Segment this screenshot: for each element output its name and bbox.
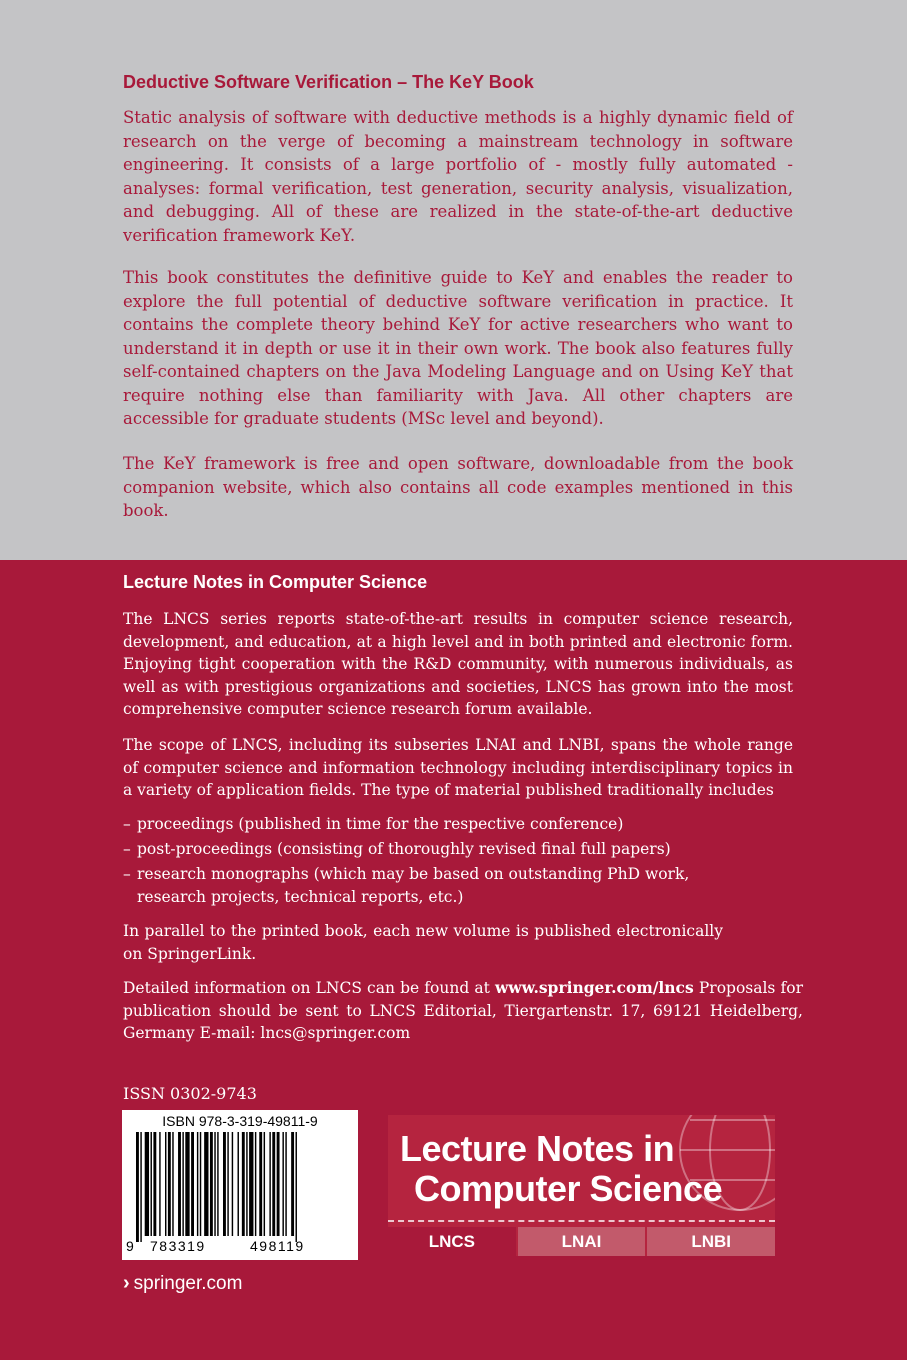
book-title-heading: Deductive Software Verification – The KeY Book — [123, 72, 534, 92]
description-paragraph-1: Static analysis of software with deductive methods is a highly dynamic field of research on the verge of becoming a mainstream technology in software engineering. It consists of a large portfolio of - mostly fully automated - analyses: formal verification, test generation, security analysis, visualization, and debugging. All of these are realized in the state-of-the-art deductive verification framework KeY. — [123, 108, 793, 245]
barcode-bars — [136, 1132, 344, 1242]
springer-label: springer.com — [133, 1272, 243, 1294]
barcode-bar — [168, 1132, 171, 1236]
barcode-bar — [217, 1132, 218, 1236]
barcode-bar — [285, 1132, 286, 1236]
barcode-bar — [269, 1132, 270, 1236]
barcode-bar — [232, 1132, 233, 1236]
barcode-bar — [204, 1132, 208, 1236]
barcode-bar — [282, 1132, 283, 1236]
barcode-bar — [153, 1132, 156, 1236]
chevron-right-icon: › — [123, 1272, 130, 1294]
barcode-bar — [277, 1132, 280, 1236]
barcode-bar — [151, 1132, 152, 1236]
logo-line-1: Lecture Notes in — [400, 1128, 675, 1169]
barcode-bar — [259, 1132, 262, 1236]
barcode-bar — [214, 1132, 215, 1236]
description-paragraph-3: The KeY framework is free and open software, downloadable from the book companion website, which also contains all code examples mentioned in this book. — [123, 454, 793, 520]
series-paragraph-3: In parallel to the printed book, each new volume is published electronically on SpringerLink. — [123, 922, 723, 963]
logo-tab-lnai: LNAI — [518, 1227, 646, 1256]
barcode-bar — [255, 1132, 256, 1236]
barcode-bar — [264, 1132, 265, 1236]
barcode-bar — [172, 1132, 173, 1236]
barcode-bar — [223, 1132, 226, 1236]
barcode-bar — [227, 1132, 228, 1236]
logo-divider — [388, 1220, 775, 1222]
logo-tab-lnbi: LNBI — [647, 1227, 775, 1256]
list-item: – research monographs (which may be based on outstanding PhD work, research projects, technical reports, etc.) — [123, 865, 690, 906]
lncs-link[interactable]: www.springer.com/lncs — [494, 978, 694, 997]
barcode-bar — [210, 1132, 213, 1236]
barcode-bar — [246, 1132, 247, 1236]
barcode-bar — [178, 1132, 181, 1236]
springer-link[interactable] — [123, 1272, 242, 1295]
ean-digits: 9 783319 498119 — [126, 1238, 305, 1254]
series-paragraph-1: The LNCS series reports state-of-the-art results in computer science research, development, and education, at a high level and in both printed and electronic form. Enjoying tight cooperation with the R&D community, with numerous individuals, as well as with prestigious organizations and societies, LNCS has grown into the most comprehensive computer science research forum available. — [123, 610, 793, 718]
barcode-bar — [191, 1132, 194, 1236]
barcode-bar — [182, 1132, 183, 1236]
barcode-bar — [238, 1132, 239, 1236]
lncs-series-logo — [388, 1115, 775, 1256]
barcode-bar — [291, 1132, 294, 1236]
list-item: – post-proceedings (consisting of thoroughly revised final full papers) — [123, 840, 671, 858]
series-paragraph-2: The scope of LNCS, including its subseries LNAI and LNBI, spans the whole range of computer science and information technology including interdisciplinary topics in a variety of application fields. The type of material published traditionally includes — [123, 736, 793, 799]
barcode-bar — [197, 1132, 198, 1236]
series-paragraph-4: Detailed information on LNCS can be found at www.springer.com/lncs Proposals for publication should be sent to LNCS Editorial, Tiergartenstr. 17, 69121 Heidelberg, Germany E-mail: lncs@springer.com — [123, 978, 803, 1042]
barcode-bar — [140, 1132, 141, 1242]
barcode-bar — [296, 1132, 297, 1242]
logo-tabs — [388, 1227, 775, 1256]
logo-line-2: Computer Science — [414, 1168, 723, 1209]
barcode-bar — [159, 1132, 160, 1236]
barcode-bar — [249, 1132, 253, 1236]
issn-label: ISSN 0302-9743 — [123, 1084, 257, 1103]
description-paragraph-2: This book constitutes the definitive guide to KeY and enables the reader to explore the full potential of deductive software verification in practice. It contains the complete theory behind KeY for active researchers who want to understand it in depth or use it in their own work. The book also features fully self-contained chapters on the Java Modeling Language and on Using KeY that require nothing else than familiarity with Java. All other chapters are accessible for graduate students (MSc level and beyond). — [123, 268, 793, 428]
list-item: – proceedings (published in time for the respective conference) — [123, 815, 624, 833]
barcode-bar — [136, 1132, 139, 1242]
barcode-bar — [200, 1132, 201, 1236]
barcode-bar — [185, 1132, 189, 1236]
series-heading: Lecture Notes in Computer Science — [123, 572, 428, 592]
barcode-bar — [272, 1132, 275, 1236]
barcode-bar — [165, 1132, 166, 1236]
barcode — [122, 1110, 358, 1260]
barcode-bar — [242, 1132, 245, 1236]
logo-tab-lncs: LNCS — [388, 1227, 516, 1256]
isbn-label: ISBN 978-3-319-49811-9 — [162, 1113, 318, 1129]
barcode-bar — [145, 1132, 149, 1236]
